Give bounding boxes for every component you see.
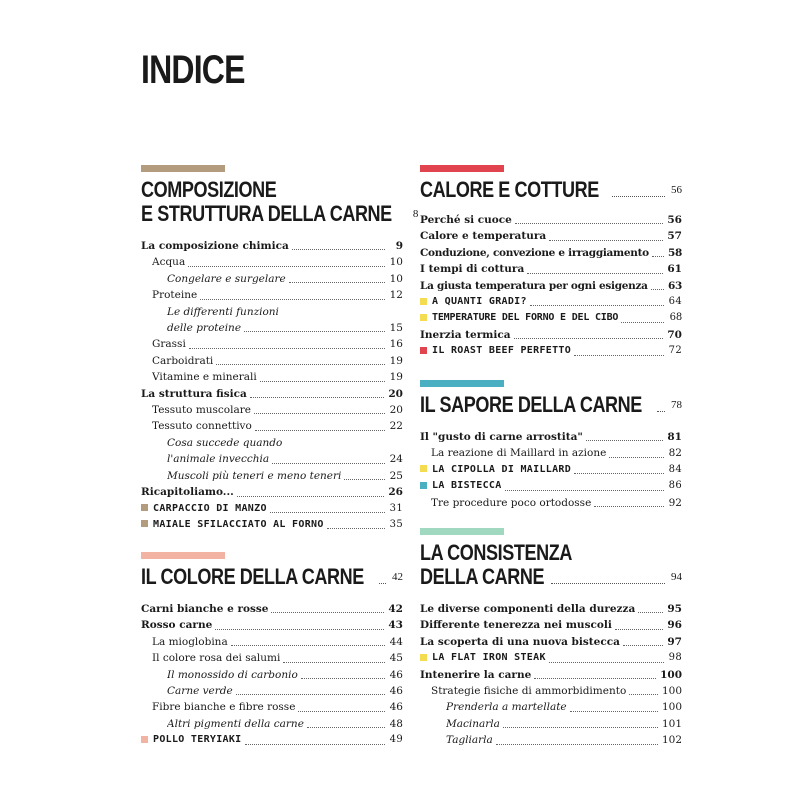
toc-entry[interactable]: delle proteine 15 [167, 322, 403, 335]
section-page-number: 56 [671, 184, 682, 196]
box-marker-icon [420, 465, 427, 472]
toc-entry[interactable]: Le diverse componenti della durezza 95 [420, 603, 682, 615]
toc-entry[interactable]: Proteine 12 [152, 289, 403, 302]
toc-entry[interactable]: Tagliarla 102 [446, 734, 682, 747]
box-entry[interactable]: LA FLAT IRON STEAK 98 [420, 650, 682, 666]
section-color-bar [141, 165, 225, 172]
section-title-line2: E STRUTTURA DELLA CARNE [141, 201, 392, 226]
page-title: INDICE [141, 48, 245, 92]
toc-entry[interactable]: Strategie fisiche di ammorbidimento 100 [431, 685, 682, 698]
toc-entry[interactable]: Grassi 16 [152, 338, 403, 351]
box-marker-icon [420, 298, 427, 305]
recipe-marker-icon [141, 736, 148, 743]
recipe-marker-icon [420, 482, 427, 489]
toc-entry-wrapped-line: Cosa succede quando [167, 436, 283, 449]
section-page-number: 42 [392, 571, 403, 583]
toc-entry[interactable]: Fibre bianche e fibre rosse 46 [152, 701, 403, 714]
toc-entry[interactable]: Vitamine e minerali 19 [152, 371, 403, 384]
toc-entry[interactable]: I tempi di cottura 61 [420, 263, 682, 276]
toc-entry-wrapped-line: Le differenti funzioni [167, 305, 279, 318]
section-page-number: 78 [671, 399, 682, 411]
section-title-text: CALORE E COTTURE [420, 177, 599, 202]
section-title-line1: COMPOSIZIONE [141, 177, 277, 202]
box-entry[interactable]: LA CIPOLLA DI MAILLARD 84 [420, 462, 682, 478]
section-color-bar [420, 528, 504, 535]
leader-dots [657, 411, 665, 412]
toc-entry[interactable]: Acqua 10 [152, 256, 403, 269]
recipe-marker-icon [141, 520, 148, 527]
section-consistenza [420, 528, 682, 749]
recipe-entry[interactable]: CARPACCIO DI MANZO 31 [141, 501, 403, 517]
section-title [141, 177, 419, 226]
section-title-line1: LA CONSISTENZA [420, 540, 572, 565]
box-marker-icon [420, 314, 427, 321]
recipe-entry[interactable]: LA BISTECCA 86 [420, 478, 682, 494]
toc-entry[interactable]: Conduzione, convezione e irraggiamento 58 [420, 246, 682, 259]
toc-entry[interactable]: Ricapitoliamo... 26 [141, 486, 403, 499]
toc-entry[interactable]: Perché si cuoce 56 [420, 214, 682, 226]
toc-entry[interactable]: Rosso carne 43 [141, 619, 403, 632]
toc-entry[interactable]: Prenderla a martellate 100 [446, 701, 682, 714]
toc-entry[interactable]: Congelare e surgelare 10 [167, 272, 403, 285]
section-color-bar [141, 552, 225, 559]
toc-entry[interactable]: La scoperta di una nuova bistecca 97 [420, 635, 682, 648]
section-colore [141, 552, 403, 749]
toc-entry[interactable]: Inerzia termica 70 [420, 328, 682, 341]
toc-entry[interactable]: La reazione di Maillard in azione 82 [431, 447, 682, 460]
toc-entry[interactable]: Intenerire la carne 100 [420, 668, 682, 681]
recipe-entry[interactable]: POLLO TERYIAKI 49 [141, 732, 403, 748]
section-title-line2: DELLA CARNE [420, 564, 545, 589]
toc-entry[interactable]: Differente tenerezza nei muscoli 96 [420, 619, 682, 632]
section-page-number: 94 [671, 571, 682, 583]
toc-entry[interactable]: Altri pigmenti della carne 48 [167, 717, 403, 730]
box-marker-icon [420, 654, 427, 661]
toc-entry[interactable]: Carni bianche e rosse 42 [141, 603, 403, 615]
section-color-bar [420, 380, 504, 387]
section-calore [420, 165, 682, 360]
toc-entry[interactable]: Tre procedure poco ortodosse 92 [431, 496, 682, 509]
toc-entry[interactable]: Il colore rosa dei salumi 45 [152, 652, 403, 665]
toc-entry[interactable]: La mioglobina 44 [152, 635, 403, 648]
leader-dots [379, 583, 386, 584]
toc-entry[interactable]: l'animale invecchia 24 [167, 453, 403, 466]
toc-entry[interactable]: La giusta temperatura per ogni esigenza 63 [420, 279, 682, 292]
toc-entry[interactable]: Carne verde 46 [167, 685, 403, 698]
toc-entry[interactable]: La struttura fisica 20 [141, 387, 403, 400]
recipe-marker-icon [141, 504, 148, 511]
section-title-text: IL SAPORE DELLA CARNE [420, 392, 642, 417]
toc-entry[interactable]: Tessuto muscolare 20 [152, 404, 403, 417]
toc-entry[interactable]: Il monossido di carbonio 46 [167, 668, 403, 681]
leader-dots [612, 196, 665, 197]
toc-entry[interactable]: Carboidrati 19 [152, 354, 403, 367]
recipe-entry[interactable]: IL ROAST BEEF PERFETTO 72 [420, 343, 682, 359]
box-entry[interactable]: TEMPERATURE DEL FORNO E DEL CIBO 68 [420, 310, 682, 326]
section-page-number: 8 [412, 208, 419, 220]
toc-entry[interactable]: La composizione chimica 9 [141, 240, 403, 252]
section-title-text: IL COLORE DELLA CARNE [141, 564, 364, 589]
section-title [420, 178, 682, 202]
section-title [420, 393, 682, 417]
section-color-bar [420, 165, 504, 172]
toc-entry[interactable]: Il "gusto di carne arrostita" 81 [420, 431, 682, 443]
section-title [141, 565, 403, 589]
section-sapore [420, 380, 682, 511]
toc-entry[interactable]: Calore e temperatura 57 [420, 230, 682, 243]
toc-entry[interactable]: Muscoli più teneri e meno teneri 25 [167, 469, 403, 482]
section-composizione [141, 165, 419, 533]
toc-entry[interactable]: Macinarla 101 [446, 717, 682, 730]
section-title [420, 541, 682, 589]
box-entry[interactable]: A QUANTI GRADI? 64 [420, 294, 682, 310]
leader-dots [551, 583, 665, 584]
recipe-entry[interactable]: MAIALE SFILACCIATO AL FORNO 35 [141, 517, 403, 533]
toc-entry[interactable]: Tessuto connettivo 22 [152, 420, 403, 433]
recipe-marker-icon [420, 347, 427, 354]
